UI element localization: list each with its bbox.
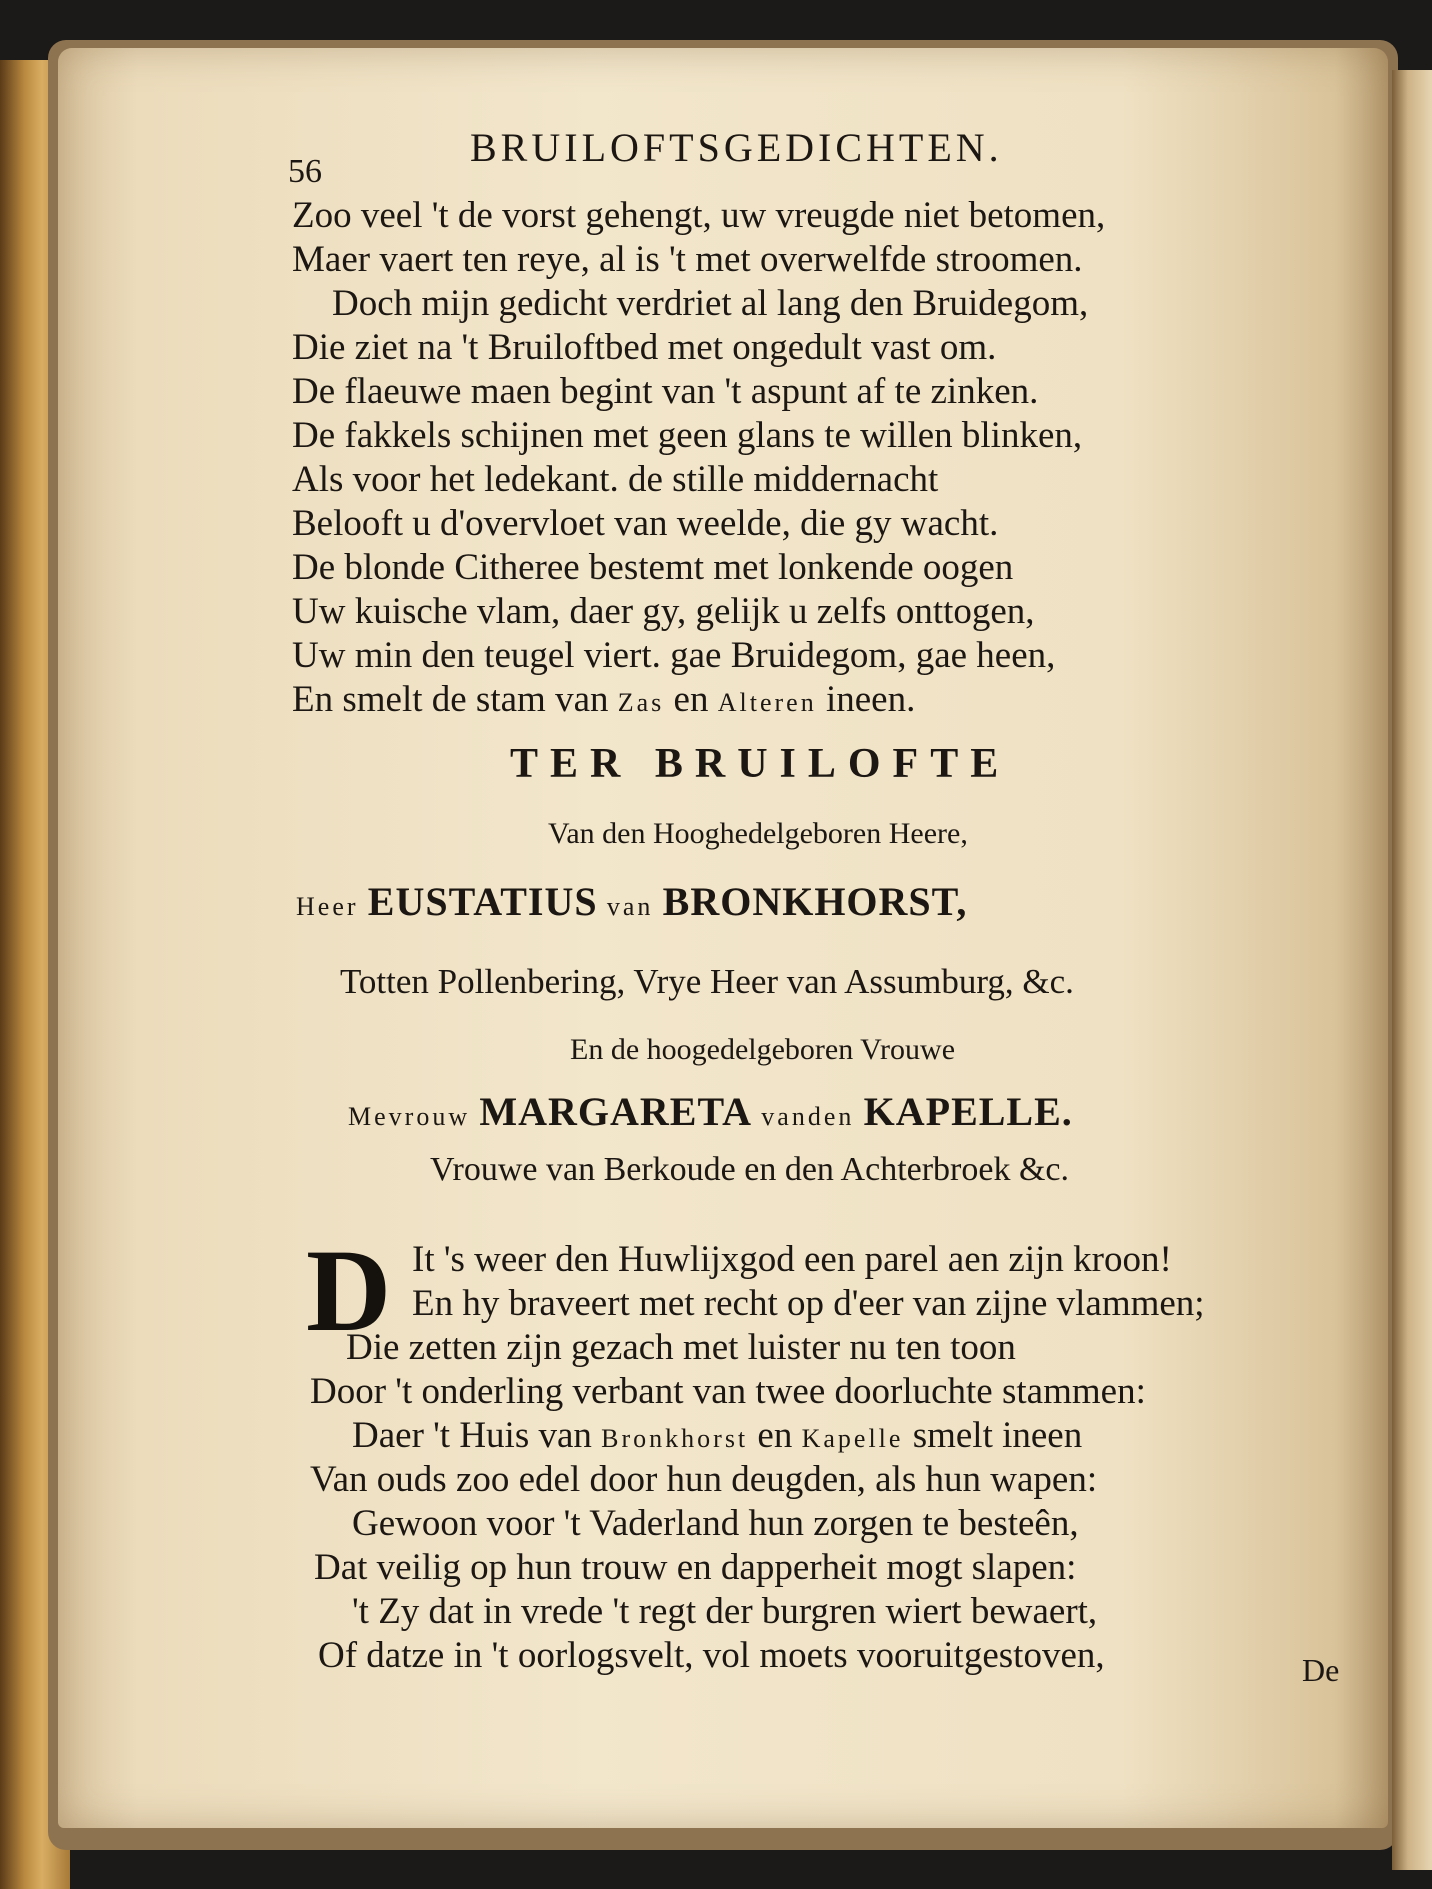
drop-cap: D: [306, 1225, 392, 1356]
poem1-line-11: Uw min den teugel viert. gae Bruidegom, gae heen,: [292, 635, 1056, 676]
groom-title: Totten Pollenbering, Vrye Heer van Assumburg, &c.: [340, 962, 1074, 1001]
running-head: BRUILOFTSGEDICHTEN.: [470, 125, 1003, 170]
name-alteren: Alteren: [717, 688, 817, 717]
poem2-line-4: Door 't onderling verbant van twee doorluchte stammen:: [310, 1371, 1146, 1412]
poem2-line-9: 't Zy dat in vrede 't regt der burgren wiert bewaert,: [352, 1591, 1098, 1632]
poem2-line-5: Daer 't Huis van Bronkhorst en Kapelle smelt ineen: [352, 1415, 1083, 1456]
dedication-line-1: Van den Hooghedelgeboren Heere,: [548, 817, 968, 850]
poem1-line-6: De fakkels schijnen met geen glans te willen blinken,: [292, 415, 1083, 456]
poem1-line-1: Zoo veel 't de vorst gehengt, uw vreugde niet betomen,: [292, 195, 1106, 236]
name-zas: Zas: [617, 688, 665, 717]
poem2-line-6: Van ouds zoo edel door hun deugden, als hun wapen:: [310, 1459, 1098, 1500]
name-kapelle: Kapelle: [801, 1424, 904, 1453]
bride-title: Vrouwe van Berkoude en den Achterbroek &c.: [430, 1151, 1070, 1188]
poem-title: TER BRUILOFTE: [510, 741, 1011, 787]
dedication-line-2: En de hoogedelgeboren Vrouwe: [570, 1033, 956, 1066]
poem2-line-8: Dat veilig op hun trouw en dapperheit mogt slapen:: [314, 1547, 1077, 1588]
poem1-line-8: Belooft u d'overvloet van weelde, die gy wacht.: [292, 503, 999, 544]
bride-name: Mevrouw MARGARETA vanden KAPELLE.: [348, 1089, 1073, 1134]
poem2-line-3: Die zetten zijn gezach met luister nu ten toon: [346, 1327, 1016, 1368]
poem1-line-5: De flaeuwe maen begint van 't aspunt af te zinken.: [292, 371, 1039, 412]
poem2-line-7: Gewoon voor 't Vaderland hun zorgen te besteên,: [352, 1503, 1079, 1544]
catchword: De: [1302, 1652, 1340, 1688]
poem1-line-9: De blonde Citheree bestemt met lonkende oogen: [292, 547, 1014, 588]
name-bronkhorst: Bronkhorst: [601, 1424, 749, 1453]
poem2-line-1: It 's weer den Huwlijxgod een parel aen zijn kroon!: [412, 1239, 1172, 1280]
poem1-line-7: Als voor het ledekant. de stille middernacht: [292, 459, 939, 500]
groom-name: Heer EUSTATIUS van BRONKHORST,: [296, 879, 968, 924]
poem1-line-3: Doch mijn gedicht verdriet al lang den Bruidegom,: [332, 283, 1089, 324]
poem2-line-10: Of datze in 't oorlogsvelt, vol moets vooruitgestoven,: [318, 1635, 1105, 1676]
poem2-line-2: En hy braveert met recht op d'eer van zijne vlammen;: [412, 1283, 1205, 1324]
poem1-line-12: En smelt de stam van Zas en Alteren ineen.: [292, 679, 916, 720]
poem1-line-4: Die ziet na 't Bruiloftbed met ongedult vast om.: [292, 327, 997, 368]
page-number: 56: [288, 153, 322, 190]
poem1-line-10: Uw kuische vlam, daer gy, gelijk u zelfs onttogen,: [292, 591, 1035, 632]
poem1-line-2: Maer vaert ten reye, al is 't met overwelfde stroomen.: [292, 239, 1083, 280]
